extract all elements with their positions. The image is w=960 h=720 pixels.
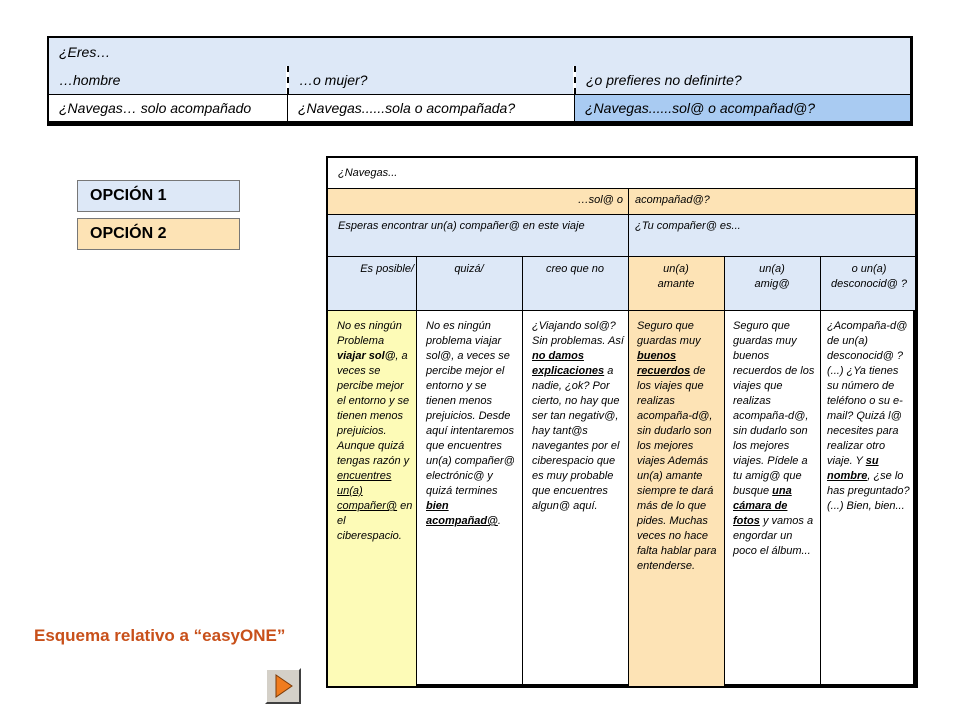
grid-line (328, 188, 915, 189)
option-2-button[interactable]: OPCIÓN 2 (77, 218, 240, 250)
esperas-text: Esperas encontrar un(a) compañer@ en este viaje (338, 220, 585, 232)
navegas-solo[interactable]: ¿Navegas… solo acompañado (49, 95, 287, 121)
navegas-sola[interactable]: ¿Navegas......sola o acompañada? (288, 95, 574, 121)
navegas-sol-at[interactable]: ¿Navegas......sol@ o acompañad@? (575, 95, 910, 121)
header-amigo[interactable]: un(a) amig@ (754, 263, 790, 290)
answer-cell-3: ¿Viajando sol@? Sin problemas. Así no damos explicaciones a nadie, ¿ok? Por cierto, no hay que ser tan negativ@, hay tant@s navegantes por el ciberespacio que es muy probable que encuentres algun@ aquí. (532, 320, 624, 512)
answer-cell-6: ¿Acompaña-d@ de un(a) desconocid@ ? (...) ¿Ya tienes su número de teléfono o su e-mail? Quizá l@ necesites para realizar otro viaje. Y su nombre, ¿se lo has preguntado? (...) Bien, bien... (827, 320, 910, 512)
col-divider (574, 94, 575, 121)
grid-line (416, 256, 417, 686)
header-desconocido[interactable]: o un(a) desconocid@ ? (831, 263, 907, 290)
profile-table (47, 36, 913, 126)
grid-line (522, 256, 523, 686)
header-amante[interactable]: un(a) amante (657, 263, 695, 290)
profile-header: ¿Eres… (49, 38, 910, 66)
option-1-button[interactable]: OPCIÓN 1 (77, 180, 240, 212)
next-button[interactable] (265, 668, 301, 704)
grid-line (628, 256, 629, 686)
header-quiza[interactable]: quizá/ (454, 263, 484, 275)
header-es-posible[interactable]: Es posible/ (360, 263, 414, 275)
answer-cell-2: No es ningún problema viajar sol@, a veces se percibe mejor el entorno y se tienen menos prejuicios. Desde aquí intentaremos que encuentres un(a) compañer@ electrónic@ y quizá termines bien acompañad@. (426, 320, 515, 527)
play-triangle-icon (267, 670, 299, 702)
page-caption: Esquema relativo a “easyONE” (34, 626, 286, 645)
choice-acompanad[interactable]: acompañad@? (635, 194, 710, 206)
option-hombre[interactable]: …hombre (49, 66, 286, 94)
answer-cell-1: No es ningún Problema viajar sol@, a veces se percibe mejor el entorno y se tienen menos prejuicios. Aunque quizá tengas razón y encuentres un(a) compañer@ en el ciberespacio. (337, 320, 413, 542)
grid-line (724, 256, 725, 686)
choice-sol[interactable]: …sol@ o (577, 194, 623, 206)
grid-line (820, 256, 821, 686)
col-divider (287, 94, 288, 121)
answer-cell-4: Seguro que guardas muy buenos recuerdos de los viajes que realizas acompaña-d@, sin dudarlo son los mejores viajes Además un(a) amante siempre te dará más de lo que pides. Muchas veces no hace falta hablar para entenderse. (637, 320, 717, 572)
dashed-divider (574, 66, 576, 94)
dashed-divider (287, 66, 289, 94)
grid-line (628, 188, 629, 256)
answer-cell-5: Seguro que guardas muy buenos recuerdos de los viajes que realizas acompaña-d@, sin dudarlo son los mejores viajes. Pídele a tu amig@ que busque una cámara de fotos y vamos a engordar un poco el álbum... (733, 320, 815, 557)
scheme-table (326, 156, 918, 688)
table-title: ¿Navegas... (338, 167, 398, 179)
header-creo-que-no[interactable]: creo que no (545, 263, 605, 275)
grid-line (328, 214, 915, 215)
option-mujer[interactable]: …o mujer? (289, 66, 573, 94)
option-no-definir[interactable]: ¿o prefieres no definirte? (576, 66, 910, 94)
tu-companer-text: ¿Tu compañer@ es... (635, 220, 741, 232)
